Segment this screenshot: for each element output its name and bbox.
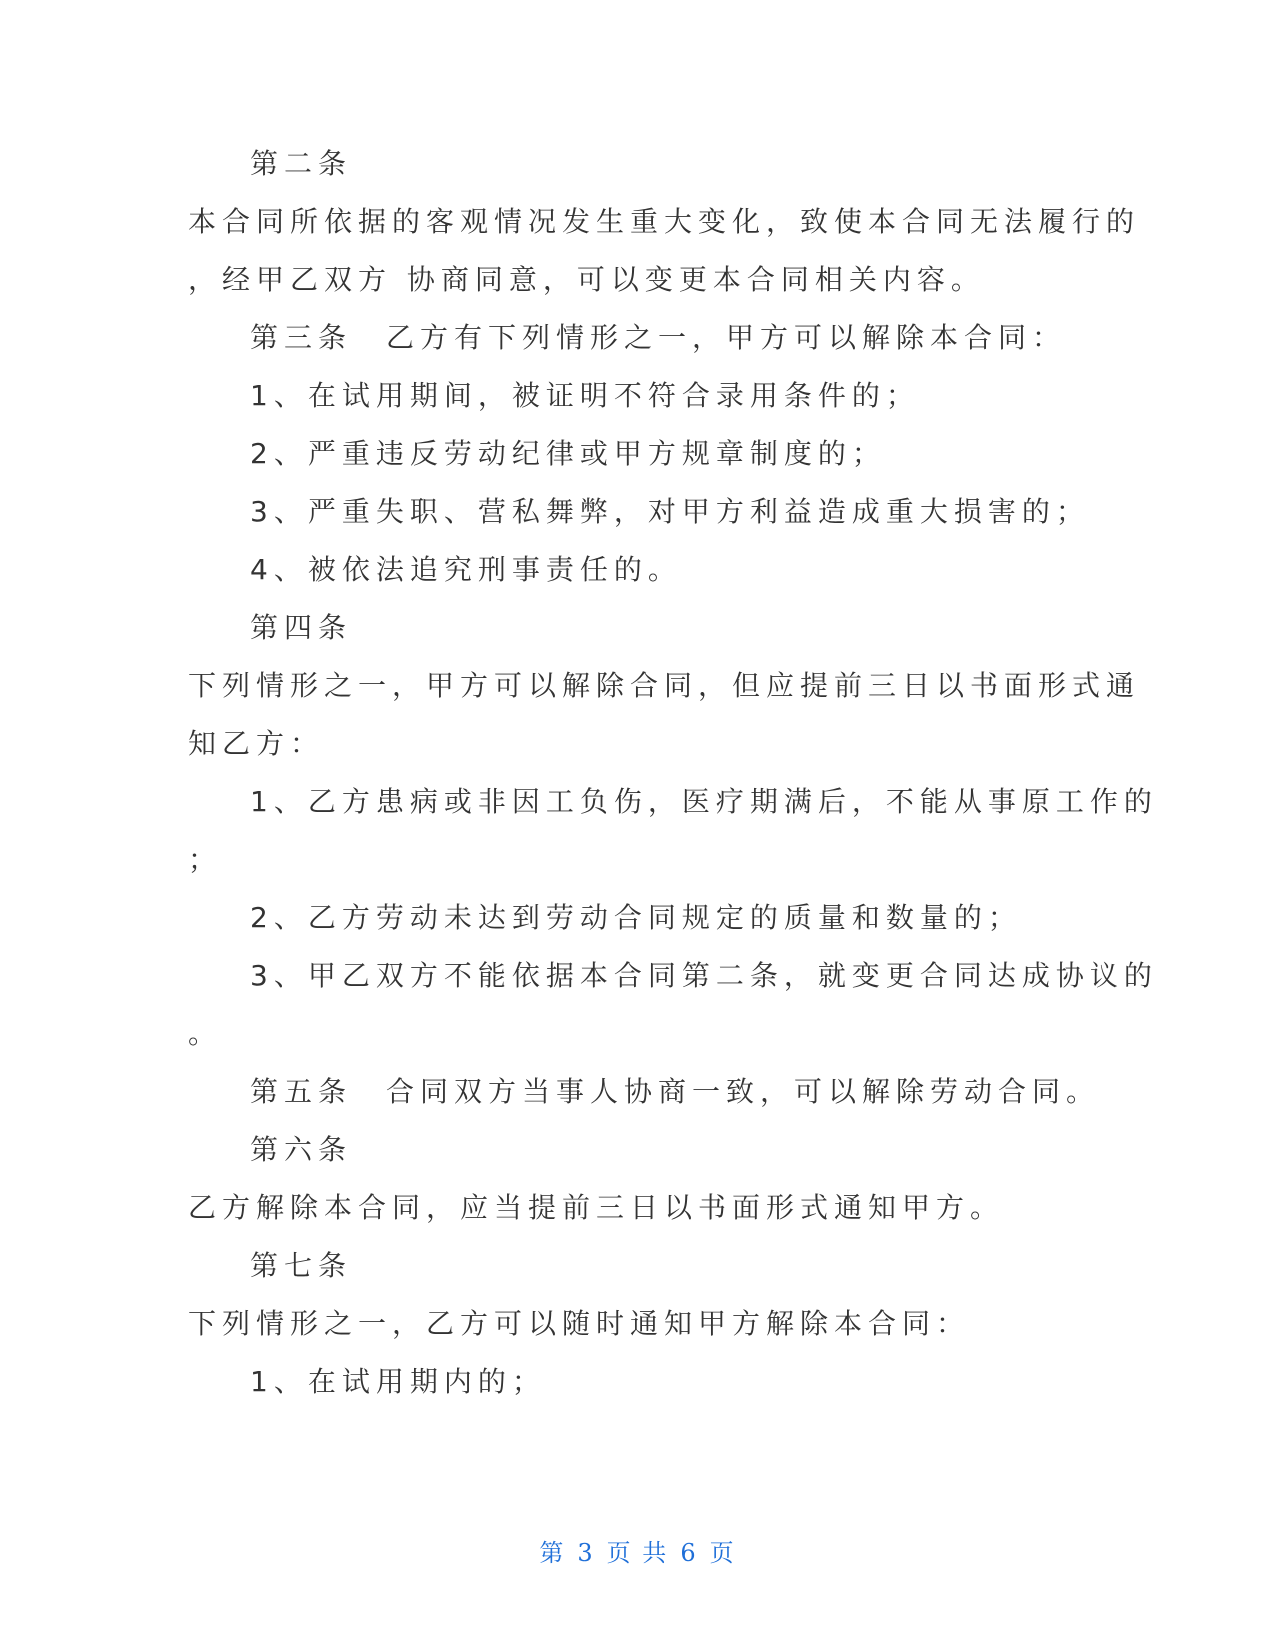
article-2-heading: 第二条 xyxy=(250,147,353,180)
article-3-item-2: 2、严重违反劳动纪律或甲方规章制度的； xyxy=(250,437,886,470)
article-4-item-1: 1、乙方患病或非因工负伤，医疗期满后，不能从事原工作的 xyxy=(250,785,1158,818)
article-4-item-3: 3、甲乙双方不能依据本合同第二条，就变更合同达成协议的 xyxy=(250,959,1158,992)
article-7-text: 下列情形之一，乙方可以随时通知甲方解除本合同： xyxy=(188,1307,971,1340)
article-4-item-3-continued: 。 xyxy=(188,1017,223,1050)
footer-suffix: 页 xyxy=(709,1539,736,1567)
article-5-text: 第五条 合同双方当事人协商一致，可以解除劳动合同。 xyxy=(250,1075,1101,1108)
footer-total-pages: 6 xyxy=(680,1539,698,1567)
footer-middle: 页 共 xyxy=(606,1539,669,1567)
article-4-item-1-continued: ； xyxy=(188,843,223,876)
article-2-text-line-2: ，经甲乙双方 协商同意，可以变更本合同相关内容。 xyxy=(188,263,985,296)
article-7-heading: 第七条 xyxy=(250,1249,353,1282)
article-6-heading: 第六条 xyxy=(250,1133,353,1166)
article-7-item-1: 1、在试用期内的； xyxy=(250,1365,546,1398)
article-3-item-4: 4、被依法追究刑事责任的。 xyxy=(250,553,682,586)
article-3-item-3: 3、严重失职、营私舞弊，对甲方利益造成重大损害的； xyxy=(250,495,1090,528)
page-footer xyxy=(0,1533,1275,1568)
article-2-text-line-1: 本合同所依据的客观情况发生重大变化，致使本合同无法履行的 xyxy=(188,205,1141,238)
article-4-text-line-2: 知乙方： xyxy=(188,727,325,760)
footer-prefix: 第 xyxy=(539,1539,566,1567)
footer-current-page: 3 xyxy=(577,1539,595,1567)
article-4-heading: 第四条 xyxy=(250,611,353,644)
article-3-item-1: 1、在试用期间，被证明不符合录用条件的； xyxy=(250,379,920,412)
article-4-text-line-1: 下列情形之一，甲方可以解除合同，但应提前三日以书面形式通 xyxy=(188,669,1141,702)
article-4-item-2: 2、乙方劳动未达到劳动合同规定的质量和数量的； xyxy=(250,901,1022,934)
article-3-heading: 第三条 乙方有下列情形之一，甲方可以解除本合同： xyxy=(250,321,1067,354)
article-6-text: 乙方解除本合同，应当提前三日以书面形式通知甲方。 xyxy=(188,1191,1005,1224)
